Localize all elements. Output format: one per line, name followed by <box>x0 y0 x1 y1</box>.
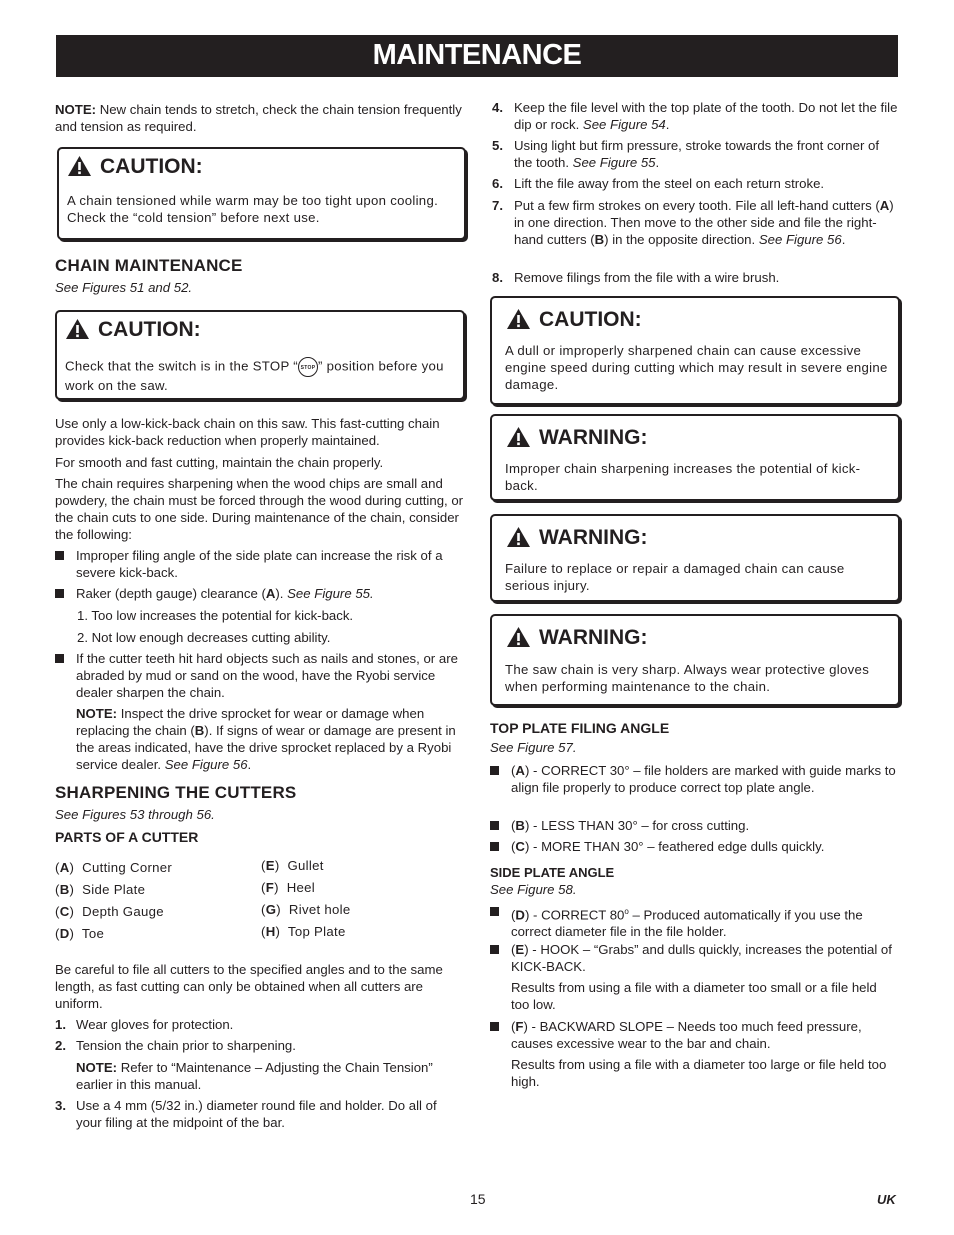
part-item: (E) Gullet <box>261 858 324 873</box>
bullet-square-icon <box>490 907 499 916</box>
sharpening-ref: See Figures 53 through 56. <box>55 807 215 822</box>
top-plate-heading: TOP PLATE FILING ANGLE <box>490 720 670 736</box>
part-item: (A) Cutting Corner <box>55 860 173 875</box>
top-plate-ref: See Figure 57. <box>490 740 577 755</box>
paragraph-smooth-cutting: For smooth and fast cutting, maintain the chain properly. <box>55 455 384 470</box>
warning-triangle-icon <box>506 626 531 648</box>
note-tension: NOTE: New chain tends to stretch, check the chain tension frequently and tension as required. <box>55 102 462 134</box>
parts-heading: PARTS OF A CUTTER <box>55 829 199 845</box>
step-wear-gloves: Wear gloves for protection. <box>76 1017 234 1032</box>
bullet-square-icon <box>55 589 64 598</box>
side-plate-ref: See Figure 58. <box>490 882 577 897</box>
warning-box-sharp-chain <box>490 614 900 706</box>
bullet-square-icon <box>490 821 499 830</box>
step-number: 7. <box>492 198 503 213</box>
step-number: 1. <box>55 1017 66 1032</box>
step-number: 3. <box>55 1098 66 1113</box>
note-adjust-tension: NOTE: Refer to “Maintenance – Adjusting the Chain Tension” earlier in this manual. <box>76 1060 433 1092</box>
caution-heading: CAUTION: <box>67 155 203 177</box>
part-item: (G) Rivet hole <box>261 902 351 917</box>
bullet-filing-angle: Improper filing angle of the side plate can increase the risk of a severe kick-back. <box>76 548 443 580</box>
stop-switch-icon: STOP <box>298 357 318 377</box>
part-item: (B) Side Plate <box>55 882 146 897</box>
bullet-raker-clearance: Raker (depth gauge) clearance (A). See Figure 55. <box>76 586 374 601</box>
warning-triangle-icon <box>506 308 531 330</box>
part-item: (F) Heel <box>261 880 316 895</box>
step-round-file: Use a 4 mm (5/32 in.) diameter round file and holder. Do all of your filing at the midpoint of the bar. <box>76 1098 437 1130</box>
bullet-square-icon <box>490 1022 499 1031</box>
side-plate-backward-result: Results from using a file with a diameter too large or file held too high. <box>511 1057 887 1089</box>
top-plate-more: (C) - MORE THAN 30° – feathered edge dulls quickly. <box>511 839 825 854</box>
caution-text: A dull or improperly sharpened chain can cause excessive engine speed during cutting which may result in severe engine damage. <box>505 343 888 392</box>
note-drive-sprocket: NOTE: Inspect the drive sprocket for wear or damage when replacing the chain (B). If signs of wear or damage are present in the areas indicated, have the drive sprocket replaced by a Ryobi service dealer. See Figure 56. <box>76 706 456 772</box>
warning-triangle-icon <box>67 155 92 177</box>
caution-heading: CAUTION: <box>65 318 201 340</box>
side-plate-backward: (F) - BACKWARD SLOPE – Needs too much feed pressure, causes excessive wear to the bar and chain. <box>511 1019 862 1051</box>
paragraph-file-uniform: Be careful to file all cutters to the specified angles and to the same length, as fast cutting can only be obtained when all cutters are uniform. <box>55 962 443 1011</box>
warning-text: Improper chain sharpening increases the potential of kick-back. <box>505 461 861 493</box>
step-number: 4. <box>492 100 503 115</box>
top-plate-less: (B) - LESS THAN 30° – for cross cutting. <box>511 818 750 833</box>
warning-triangle-icon <box>506 426 531 448</box>
chain-maintenance-heading: CHAIN MAINTENANCE <box>55 256 243 275</box>
caution-text: A chain tensioned while warm may be too tight upon cooling. Check the “cold tension” before next use. <box>67 193 439 225</box>
bullet-square-icon <box>490 842 499 851</box>
bullet-cutter-teeth: If the cutter teeth hit hard objects such as nails and stones, or are abraded by mud or sand on the wood, have the Ryobi service dealer sharpen the chain. <box>76 651 458 700</box>
page-number: 15 <box>470 1191 486 1207</box>
page-title: MAINTENANCE <box>56 35 898 77</box>
part-item: (H) Top Plate <box>261 924 346 939</box>
warning-heading: WARNING: <box>506 626 648 648</box>
caution-text: Check that the switch is in the STOP “ STOP ” position before you work on the saw. <box>65 358 444 393</box>
warning-box-damaged-chain <box>490 514 900 602</box>
side-plate-hook-result: Results from using a file with a diameter too small or a file held too low. <box>511 980 877 1012</box>
side-plate-hook: (E) - HOOK – “Grabs” and dulls quickly, increases the potential of KICK-BACK. <box>511 942 892 974</box>
part-item: (C) Depth Gauge <box>55 904 164 919</box>
caution-heading: CAUTION: <box>506 308 642 330</box>
sub-item-too-low: 1. Too low increases the potential for kick-back. <box>77 608 354 623</box>
caution-box-stop-switch <box>55 310 465 400</box>
step-file-level: Keep the file level with the top plate of the tooth. Do not let the file dip or rock. See Figure 54. <box>514 100 898 132</box>
bullet-square-icon <box>55 654 64 663</box>
warning-text: The saw chain is very sharp. Always wear protective gloves when performing maintenance to the chain. <box>505 662 870 694</box>
bullet-square-icon <box>490 766 499 775</box>
part-item: (D) Toe <box>55 926 105 941</box>
side-plate-heading: SIDE PLATE ANGLE <box>490 865 615 880</box>
paragraph-low-kickback: Use only a low-kick-back chain on this saw. This fast-cutting chain provides kick-back reduction when properly maintained. <box>55 416 440 448</box>
sharpening-heading: SHARPENING THE CUTTERS <box>55 783 297 802</box>
top-plate-correct: (A) - CORRECT 30° – file holders are marked with guide marks to align file properly to produce correct top plate angle. <box>511 763 896 795</box>
step-number: 6. <box>492 176 503 191</box>
chain-maintenance-ref: See Figures 51 and 52. <box>55 280 193 295</box>
sub-item-not-low: 2. Not low enough decreases cutting ability. <box>77 630 331 645</box>
warning-triangle-icon <box>506 526 531 548</box>
region-label: UK <box>877 1192 896 1207</box>
step-remove-filings: Remove filings from the file with a wire brush. <box>514 270 780 285</box>
parts-list-right <box>261 857 351 945</box>
step-light-pressure: Using light but firm pressure, stroke towards the front corner of the tooth. See Figure 55. <box>514 138 880 170</box>
side-plate-correct: (D) - CORRECT 80$^o$ – Produced automatically if you use the correct diameter file in the file holder. <box>511 907 863 940</box>
step-tension-chain: Tension the chain prior to sharpening. <box>76 1038 296 1053</box>
caution-box-dull-chain <box>490 296 900 405</box>
parts-list-left <box>55 859 172 947</box>
warning-heading: WARNING: <box>506 426 648 448</box>
step-lift-file: Lift the file away from the steel on each return stroke. <box>514 176 825 191</box>
warning-heading: WARNING: <box>506 526 648 548</box>
bullet-square-icon <box>55 551 64 560</box>
step-number: 2. <box>55 1038 66 1053</box>
step-number: 8. <box>492 270 503 285</box>
paragraph-sharpening-required: The chain requires sharpening when the wood chips are small and powdery, the chain must be forced through the wood during cutting, or the chain cuts to one side. During maintenance of the chain, consider the following: <box>55 476 464 542</box>
warning-text: Failure to replace or repair a damaged chain can cause serious injury. <box>505 561 845 593</box>
warning-triangle-icon <box>65 318 90 340</box>
bullet-square-icon <box>490 945 499 954</box>
caution-box-warm-tension <box>57 147 466 240</box>
warning-box-sharpening <box>490 414 900 501</box>
step-firm-strokes: Put a few firm strokes on every tooth. File all left-hand cutters (A) in one direction. Then move to the other side and file the right-hand cutters (B) in the opposite direction. See Figure 56. <box>514 198 894 247</box>
step-number: 5. <box>492 138 503 153</box>
